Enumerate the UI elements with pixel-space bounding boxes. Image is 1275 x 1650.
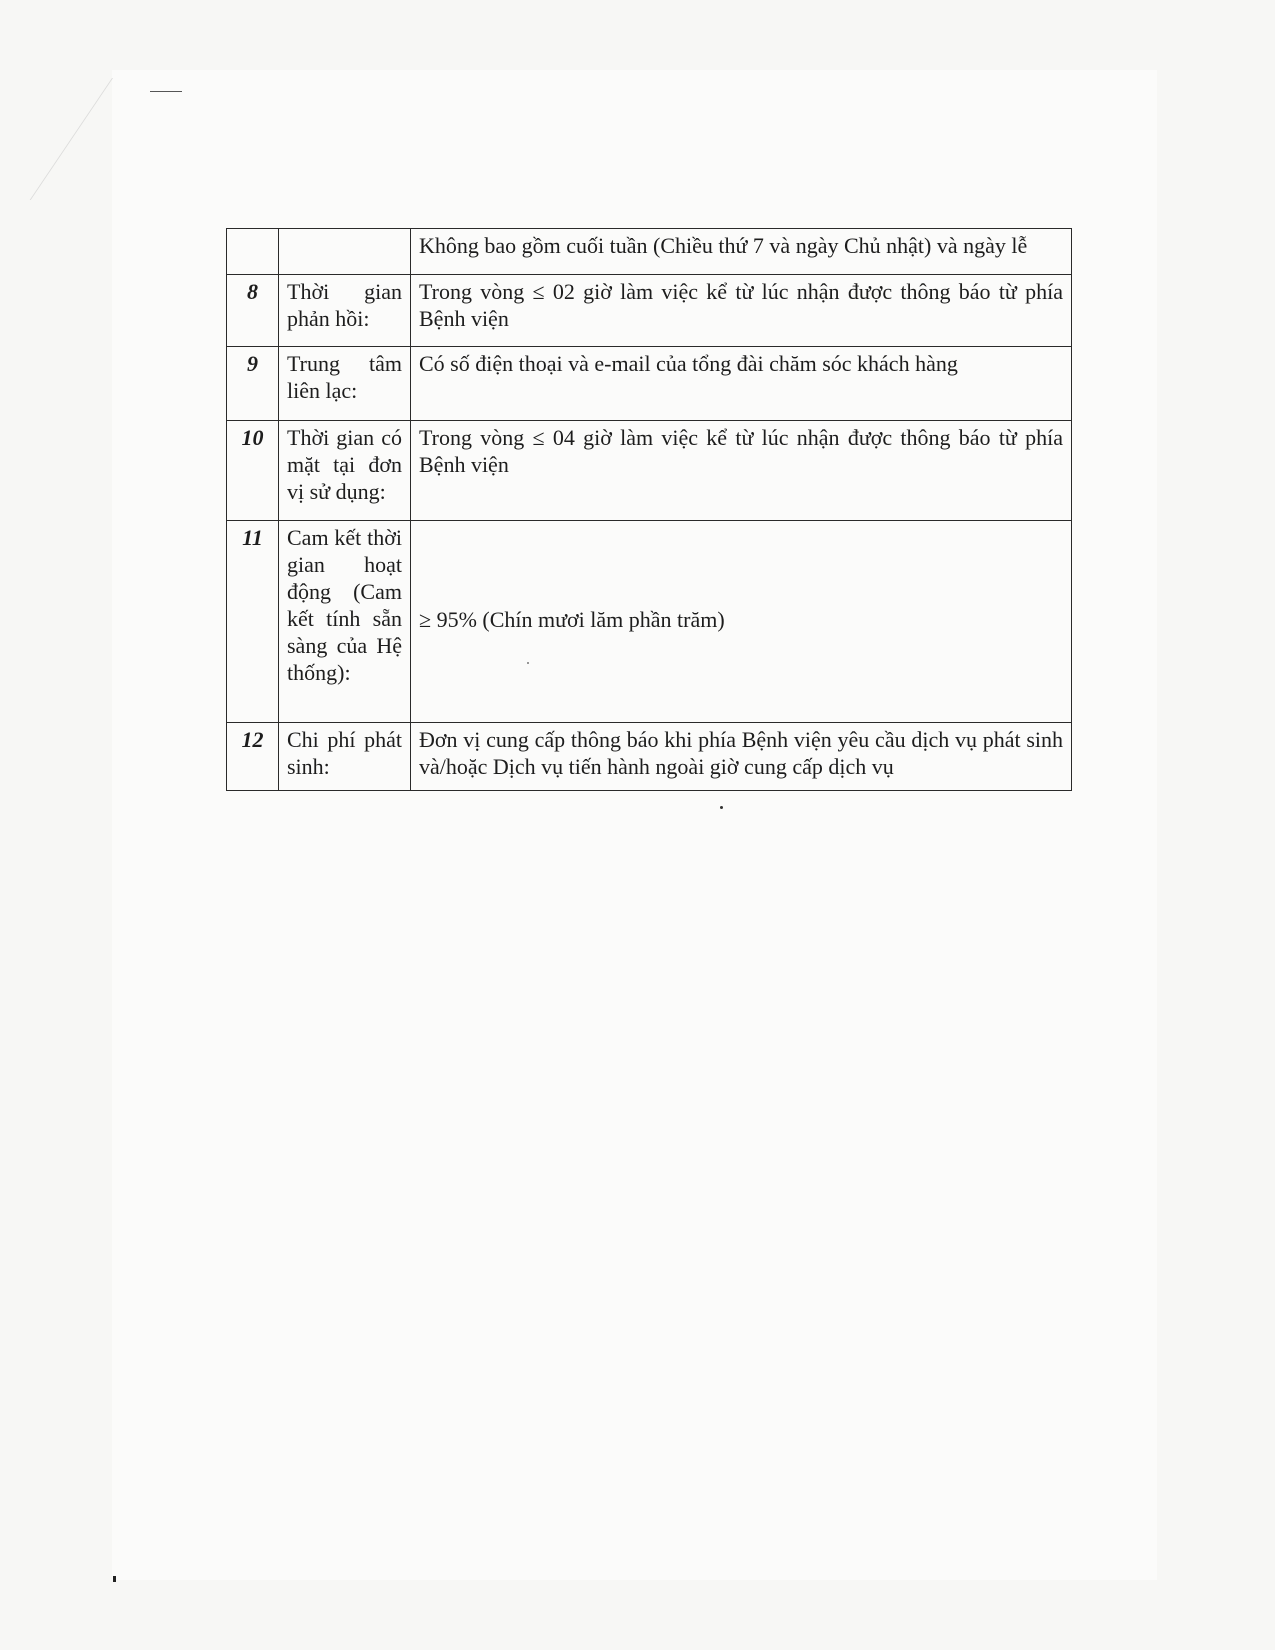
table-row [227,723,1072,791]
scan-speck [720,806,723,809]
row-label-cell: Thời gian có mặt tại đơn vị sử dụng: [279,421,411,521]
row-value-cell: Trong vòng ≤ 02 giờ làm việc kể từ lúc nhận được thông báo từ phía Bệnh viện [411,275,1072,347]
row-label-cell: Chi phí phát sinh: [279,723,411,791]
table-row-continuation [227,229,1072,275]
row-label-cell: Thời gian phản hồi: [279,275,411,347]
table-row [227,421,1072,521]
row-number-cell: 8 [227,275,279,347]
row-value-cell: Không bao gồm cuối tuần (Chiều thứ 7 và ngày Chủ nhật) và ngày lễ [411,229,1072,275]
table-row [227,521,1072,723]
row-number-cell: 12 [227,723,279,791]
scan-edge-mark [113,1576,116,1582]
row-number-cell: 11 [227,521,279,723]
row-value-cell: ≥ 95% (Chín mươi lăm phần trăm) [411,521,1072,723]
row-label-cell: Cam kết thời gian hoạt động (Cam kết tính sẵn sàng của Hệ thống): [279,521,411,723]
row-number-cell: 10 [227,421,279,521]
row-label-cell: Trung tâm liên lạc: [279,347,411,421]
service-commitment-table [226,228,1072,791]
row-value-cell: Đơn vị cung cấp thông báo khi phía Bệnh viện yêu cầu dịch vụ phát sinh và/hoặc Dịch vụ tiến hành ngoài giờ cung cấp dịch vụ [411,723,1072,791]
row-value-cell: Trong vòng ≤ 04 giờ làm việc kể từ lúc nhận được thông báo từ phía Bệnh viện [411,421,1072,521]
row-label-cell [279,229,411,275]
table-row [227,347,1072,421]
row-number-cell: 9 [227,347,279,421]
table-row [227,275,1072,347]
scan-edge-mark [150,91,182,92]
row-number-cell [227,229,279,275]
row-value-cell: Có số điện thoại và e-mail của tổng đài chăm sóc khách hàng [411,347,1072,421]
